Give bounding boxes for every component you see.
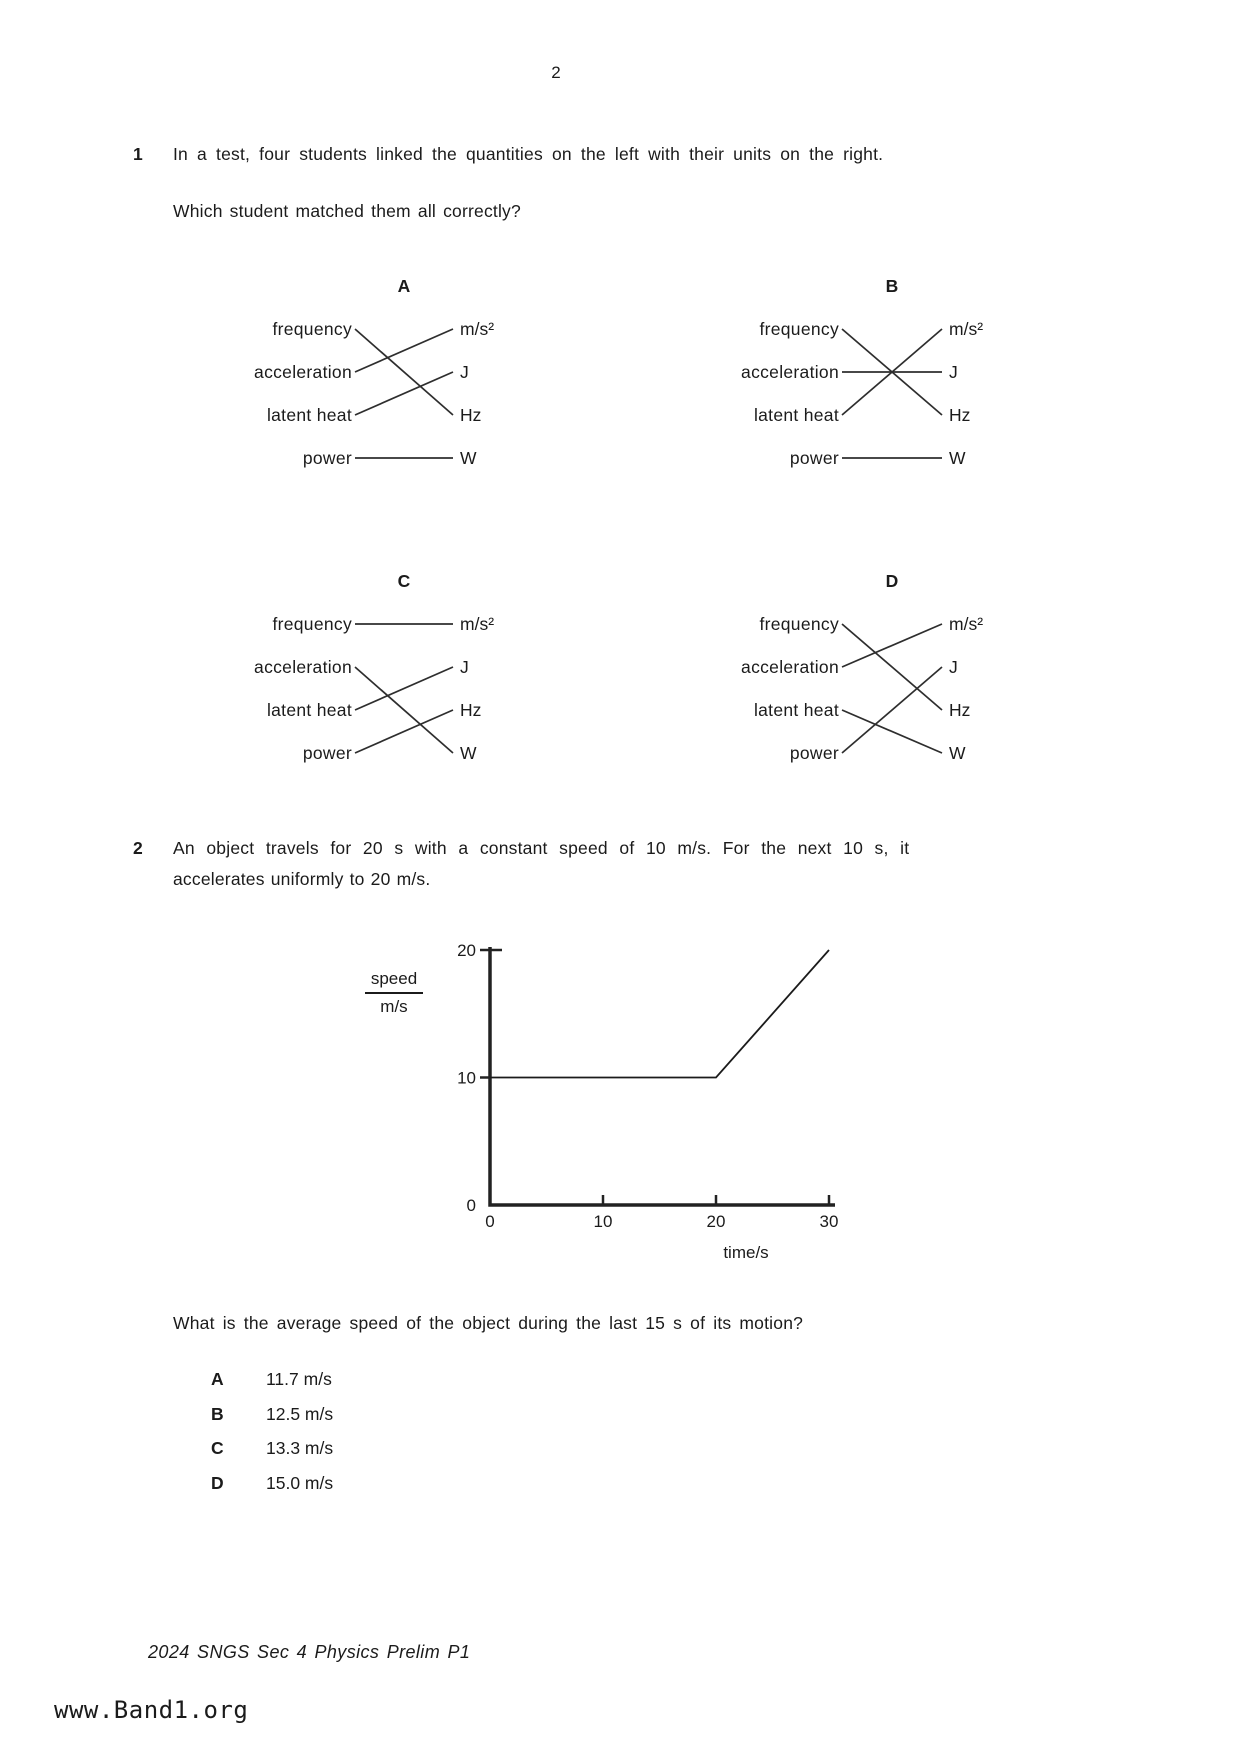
option-value: 12.5 m/s [266,1403,334,1424]
question-1-intro: In a test, four students linked the quantities on the left with their units on the right. [173,144,884,164]
unit-label: m/s² [949,614,984,634]
x-axis-label: time/s [723,1243,769,1262]
quantity-label: frequency [272,614,352,634]
matching-lines [839,318,945,490]
svg-text:10: 10 [593,1212,613,1231]
quantity-label: acceleration [254,657,352,677]
option-value: 15.0 m/s [266,1472,334,1493]
unit-label: W [460,743,477,763]
y-axis-label [356,969,432,1017]
y-axis-label-numerator: speed [365,969,423,994]
quantity-label: latent heat [266,405,352,425]
answer-options [211,1369,333,1507]
option-letter: B [211,1403,224,1424]
unit-label: Hz [949,700,971,720]
svg-text:20: 20 [706,1212,726,1231]
diagram-label: D [885,571,899,591]
svg-text:0: 0 [466,1196,476,1215]
matching-diagram-b [647,276,1035,490]
option-row [211,1369,333,1404]
quantity-label: acceleration [254,362,352,382]
unit-label: W [949,448,966,468]
matching-lines [352,613,456,785]
quantity-label: power [789,743,839,763]
unit-label: m/s² [460,614,495,634]
option-row [211,1404,333,1439]
diagram-label: A [397,276,411,296]
unit-label: Hz [460,405,482,425]
quantity-label: latent heat [266,700,352,720]
diagram-label: C [397,571,411,591]
unit-label: m/s² [949,319,984,339]
y-axis-label-denominator: m/s [380,997,408,1016]
unit-label: J [949,362,958,382]
quantity-label: acceleration [741,657,839,677]
option-value: 13.3 m/s [266,1438,334,1458]
option-row [211,1438,333,1473]
unit-label: W [949,743,966,763]
quantity-label: power [302,743,352,763]
unit-label: W [460,448,477,468]
quantity-label: power [302,448,352,468]
matching-diagram-c [160,571,546,785]
quantity-label: frequency [759,319,839,339]
quantity-label: latent heat [753,405,839,425]
question-2-body-line1: An object travels for 20 s with a constant speed of 10 m/s. For the next 10 s, it [173,838,910,858]
unit-label: m/s² [460,319,495,339]
footer-site-text: www.Band1.org [54,1696,249,1724]
option-value: 11.7 m/s [266,1369,332,1389]
quantity-label: frequency [759,614,839,634]
quantity-label: frequency [272,319,352,339]
diagram-label: B [885,276,899,296]
svg-text:20: 20 [457,941,476,960]
option-letter: D [211,1472,224,1493]
footer-exam-title: 2024 SNGS Sec 4 Physics Prelim P1 [148,1642,471,1662]
matching-lines [839,613,945,785]
quantity-label: acceleration [741,362,839,382]
page-number: 2 [551,63,561,82]
unit-label: Hz [460,700,482,720]
quantity-label: latent heat [753,700,839,720]
matching-lines [352,318,456,490]
unit-label: Hz [949,405,971,425]
question-2-prompt: What is the average speed of the object during the last 15 s of its motion? [173,1313,804,1333]
matching-diagram-a [160,276,546,490]
matching-diagrams [0,0,1239,810]
svg-text:30: 30 [819,1212,839,1231]
svg-text:10: 10 [457,1068,476,1088]
unit-label: J [460,362,469,382]
svg-text:0: 0 [485,1212,495,1231]
matching-diagram-d [647,571,1035,785]
option-letter: A [211,1369,224,1389]
unit-label: J [949,657,958,677]
option-letter: C [211,1438,224,1458]
option-row [211,1473,333,1508]
question-2-body-line2: accelerates uniformly to 20 m/s. [173,869,431,889]
question-2-number: 2 [133,838,143,858]
unit-label: J [460,657,469,677]
quantity-label: power [789,448,839,468]
question-1-number: 1 [133,144,143,164]
question-1-prompt: Which student matched them all correctly? [173,201,521,221]
